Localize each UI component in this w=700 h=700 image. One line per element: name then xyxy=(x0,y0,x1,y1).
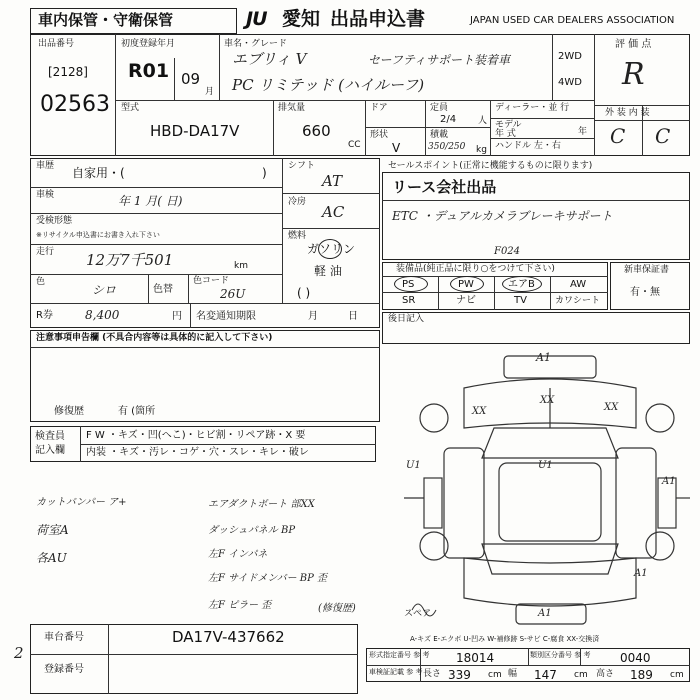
width-label: 幅 xyxy=(508,669,518,679)
model-label: 型式 xyxy=(121,103,140,113)
form-title: 出品申込書 xyxy=(330,8,426,30)
mileage-value: 12万7千501 xyxy=(86,251,174,269)
color-code-label: 色コード xyxy=(193,276,230,286)
inspector-row1: F W ・キズ・凹(へこ)・ヒビ割・リペア跡・X 要 xyxy=(86,430,306,441)
lot-no-label: 出品番号 xyxy=(38,39,75,49)
remark-1: カットバンパー ア+ xyxy=(36,497,127,508)
color-change-label: 色替 xyxy=(153,284,173,295)
first-reg-label: 初度登録年月 xyxy=(121,39,176,49)
height-value: 189 xyxy=(630,668,653,682)
shift-label: シフト xyxy=(288,161,316,171)
load-label: 積載 xyxy=(430,130,449,140)
month-unit: 月 xyxy=(205,87,215,97)
equipment-label: 装備品(純正品に限り○をつけて下さい) xyxy=(396,264,555,274)
drive-2wd: 2WD xyxy=(558,51,582,62)
height-label: 高さ xyxy=(596,669,615,679)
damage-mark-9: A1 xyxy=(538,608,552,619)
inspection-label: 車検 xyxy=(36,190,55,200)
org-name: 愛知 xyxy=(282,8,321,30)
first-reg-month: 09 xyxy=(181,70,201,88)
chassis-label: 車台番号 xyxy=(44,632,84,643)
handle-label: ハンドル 左・右 xyxy=(495,141,561,151)
length-unit: cm xyxy=(488,670,502,680)
recycle-fee-value: 8,400 xyxy=(85,308,120,322)
model-code-value: 18014 xyxy=(456,651,495,665)
remark-3: 各AU xyxy=(36,551,67,565)
recycle-sub: ※リサイクル申込書にお書き入れ下さい xyxy=(36,231,160,239)
fuel-label: 燃料 xyxy=(288,231,307,241)
repair-value: 有 (箇所 xyxy=(118,406,156,417)
color-label: 色 xyxy=(36,277,46,287)
damage-mark-2: XX xyxy=(472,406,487,417)
car-name-line1: エブリィ V xyxy=(232,50,307,68)
damage-mark-8: A1 xyxy=(634,568,648,579)
length-value: 339 xyxy=(448,668,471,682)
year-unit: 年 xyxy=(578,127,588,137)
equip-ps-circle xyxy=(394,276,428,292)
remark-6: 左F インパネ xyxy=(208,549,268,560)
equip-sr: SR xyxy=(402,295,416,306)
new-car-value: 有・無 xyxy=(630,287,660,298)
recycle-fee-label: R券 xyxy=(36,310,53,321)
selling-points-label: セールスポイント(正常に機能するものに限ります) xyxy=(388,161,593,171)
car-history-value: 自家用・( xyxy=(72,166,125,180)
mileage-label: 走行 xyxy=(36,247,55,257)
length-label: 長さ xyxy=(423,669,442,679)
tax-day: 日 xyxy=(348,311,358,322)
shape-label: 形状 xyxy=(370,130,389,140)
equip-pw-circle xyxy=(450,276,484,292)
mileage-unit: km xyxy=(234,261,248,271)
color-code-value: 26U xyxy=(220,287,246,301)
caution-label: 注意事項申告欄 (不具合内容等は具体的に記入して下さい) xyxy=(36,333,273,343)
model-code-label: 形式指定番号 参 考 xyxy=(369,651,430,659)
recycle-fee-yen: 円 xyxy=(172,311,182,322)
width-value: 147 xyxy=(534,668,557,682)
tax-month: 月 xyxy=(308,311,318,322)
dealer-label: ディーラー・並 行 xyxy=(495,103,570,113)
drive-4wd: 4WD xyxy=(558,77,582,88)
damage-mark-3: XX xyxy=(540,395,555,406)
car-name-line2: PC リミテッド (ハイルーフ) xyxy=(232,76,425,94)
ac-value: AC xyxy=(322,203,345,221)
ext-int-label: 外 装 内 装 xyxy=(605,108,650,118)
association-name: JAPAN USED CAR DEALERS ASSOCIATION xyxy=(470,15,675,26)
post-inspect-label: 後日記入 xyxy=(388,314,425,324)
fuel-paren: ( ) xyxy=(297,286,311,300)
chassis-number: DA17V-437662 xyxy=(172,628,285,646)
selling-points-headline: リース会社出品 xyxy=(392,178,497,196)
inspector-label: 検査員 記入欄 xyxy=(35,431,65,456)
type-code-label: 類別区分番号 参 考 xyxy=(530,651,591,659)
margin-mark: 2 xyxy=(14,644,24,662)
dims-label: 車検証記載 参 考 xyxy=(369,668,423,676)
damage-mark-4: XX xyxy=(604,402,619,413)
height-unit: cm xyxy=(670,670,684,680)
equip-aw: AW xyxy=(570,279,587,290)
damage-mark-5: U1 xyxy=(406,460,421,471)
selling-points-notes: ETC ・デュアルカメラブレーキサポート xyxy=(392,209,613,223)
equip-leather: カワシート xyxy=(555,296,601,306)
displacement-value: 660 xyxy=(302,122,331,140)
capacity-unit: 人 xyxy=(478,116,488,126)
remark-2: 荷室A xyxy=(36,523,69,537)
width-unit: cm xyxy=(574,670,588,680)
fuel-light: 軽 油 xyxy=(314,264,342,278)
color-value: シロ xyxy=(92,283,117,297)
tax-label: 名変通知期限 xyxy=(196,311,256,322)
remark-4: エアダクトボート 部XX xyxy=(208,499,315,510)
doors-label: ドア xyxy=(370,103,388,113)
remark-7: 左F サイドメンバー BP 歪 xyxy=(208,573,328,584)
rating-label: 評 価 点 xyxy=(615,39,652,50)
lot-number: 02563 xyxy=(40,92,110,117)
spare-label: スペア xyxy=(404,609,432,619)
car-history-label: 車歴 xyxy=(36,161,55,171)
fuel-options: ガソリン xyxy=(307,242,356,256)
inspector-row2: 内装 ・キズ・汚レ・コゲ・穴・スレ・キレ・破レ xyxy=(86,447,309,458)
equip-airbag: エアB xyxy=(508,279,535,290)
reg-label: 登録番号 xyxy=(44,664,84,675)
damage-mark-1: A1 xyxy=(536,351,551,364)
ju-logo: JU xyxy=(246,8,267,30)
equip-tv: TV xyxy=(514,295,527,306)
equip-airbag-circle xyxy=(502,276,542,292)
damage-mark-7: A1 xyxy=(662,476,676,487)
selling-points-subnote: F024 xyxy=(494,246,521,257)
shape-value: V xyxy=(392,141,401,155)
post-inspect-box xyxy=(382,312,690,344)
ac-label: 冷房 xyxy=(288,197,307,207)
displacement-label: 排気量 xyxy=(278,103,306,113)
name-grade-label: 車名・グレード xyxy=(224,39,288,49)
exterior-grade: C xyxy=(610,124,626,148)
equip-navi: ナビ xyxy=(456,295,476,306)
displacement-unit: CC xyxy=(348,140,361,150)
shift-value: AT xyxy=(322,172,343,190)
car-name-line1b: セーフティサポート装着車 xyxy=(368,53,510,67)
load-value: 350/250 xyxy=(428,142,466,152)
remark-9: (修復歴) xyxy=(318,603,356,614)
interior-grade: C xyxy=(655,124,671,148)
inspection-value: 年 1 月( 日) xyxy=(118,194,183,208)
first-reg-era: R01 xyxy=(128,60,170,82)
new-car-label: 新車保証書 xyxy=(624,265,670,275)
capacity-value: 2/4 xyxy=(440,114,457,125)
capacity-label: 定員 xyxy=(430,103,449,113)
load-unit: kg xyxy=(476,145,487,155)
recycle-label: 受検形態 xyxy=(36,216,73,226)
rating-value: R xyxy=(622,57,645,92)
remark-5: ダッシュパネル BP xyxy=(208,525,296,536)
car-history-close: ) xyxy=(262,166,267,180)
lot-no-small: [2128] xyxy=(48,65,88,79)
damage-legend: A-キズ E-エクボ U-凹み W-補修跡 S-サビ C-腐食 XX-交換済 xyxy=(410,635,600,643)
equip-ps: PS xyxy=(402,279,415,290)
damage-mark-6: U1 xyxy=(538,460,553,471)
equip-pw: PW xyxy=(458,279,474,290)
remark-8: 左F ピラー 歪 xyxy=(208,600,272,611)
storage-label: 車内保管・守衛保管 xyxy=(38,11,174,29)
model-year-label: モデル 年 式 xyxy=(495,120,522,139)
car-damage-diagram xyxy=(404,348,690,634)
type-code-value: 0040 xyxy=(620,651,651,665)
model-value: HBD-DA17V xyxy=(150,122,240,140)
repair-label: 修復歴 xyxy=(54,406,84,417)
